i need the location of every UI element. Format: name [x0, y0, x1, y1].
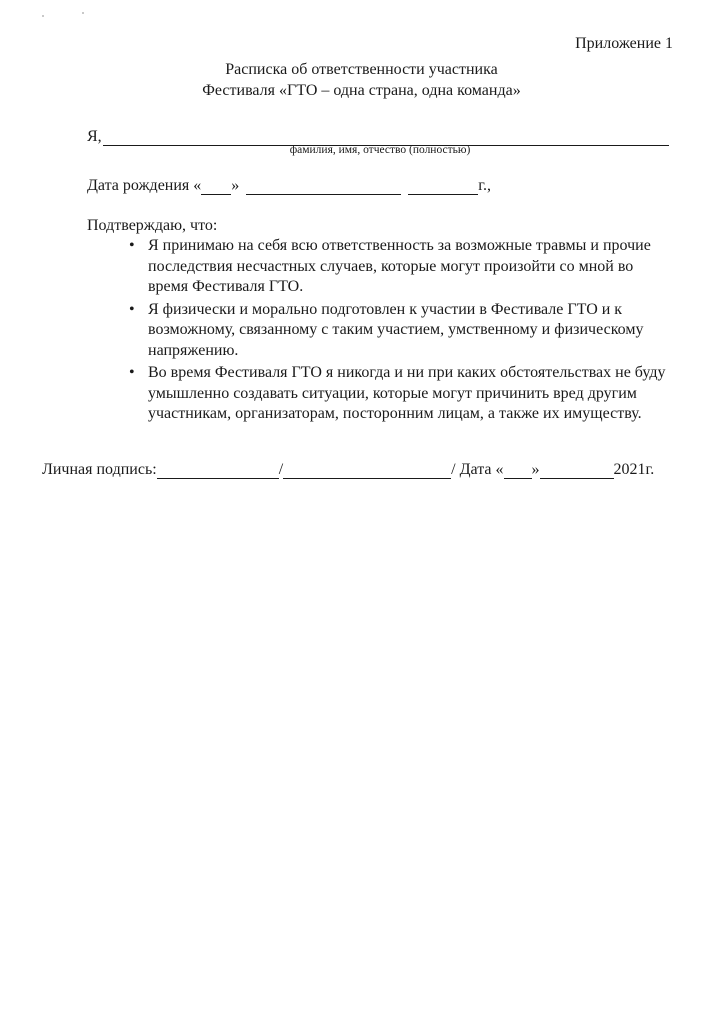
name-label: Я,	[87, 128, 102, 145]
scan-speck	[82, 12, 84, 14]
signature-label: Личная подпись:	[42, 461, 157, 478]
statement-item	[125, 300, 675, 362]
date-month-blank[interactable]	[540, 464, 614, 479]
name-hint: фамилия, имя, отчество (полностью)	[289, 144, 471, 156]
birth-label: Дата рождения «	[87, 177, 202, 194]
statement-text: Во время Фестиваля ГТО я никогда и ни при каких обстоятельствах не буду умышленно создавать ситуации, которые могут причинить вред другим участникам, организаторам, посторонним лицам, а также их имуществу.	[148, 364, 666, 422]
confirm-intro: Подтверждаю, что:	[87, 217, 218, 234]
statements-list	[125, 236, 675, 427]
statement-item	[125, 363, 675, 425]
birth-year-suffix: г.,	[478, 177, 492, 194]
date-year-suffix: 2021г.	[613, 461, 655, 478]
document-title	[0, 59, 723, 101]
signature-field	[42, 461, 654, 479]
signature-slash: /	[278, 461, 284, 478]
date-label: / Дата «	[451, 461, 504, 478]
signature-name-blank[interactable]	[283, 464, 451, 479]
birth-day-blank[interactable]	[201, 180, 231, 195]
title-line-2: Фестиваля «ГТО – одна страна, одна команда»	[202, 82, 521, 99]
statement-text: Я физически и морально подготовлен к участии в Фестивале ГТО и к возможному, связанному с таким участием, умственному и физическому напряжению.	[148, 300, 644, 359]
date-quote-close: »	[531, 461, 540, 478]
statement-item	[125, 236, 675, 298]
bullet-icon: •	[129, 364, 135, 381]
bullet-icon: •	[129, 237, 135, 254]
statement-text: Я принимаю на себя всю ответственность за возможные травмы и прочие последствия несчастных случаев, которые могут произойти со мной во время Фестиваля ГТО.	[148, 237, 651, 295]
birth-quote-close: »	[231, 177, 240, 194]
signature-blank[interactable]	[157, 464, 279, 479]
appendix-label: Приложение 1	[575, 35, 673, 52]
birth-date-field	[87, 177, 491, 195]
birth-year-blank[interactable]	[408, 180, 478, 195]
title-line-1: Расписка об ответственности участника	[225, 61, 498, 78]
birth-month-blank[interactable]	[246, 180, 401, 195]
bullet-icon: •	[129, 300, 135, 318]
date-day-blank[interactable]	[504, 464, 532, 479]
scan-speck	[42, 15, 44, 17]
